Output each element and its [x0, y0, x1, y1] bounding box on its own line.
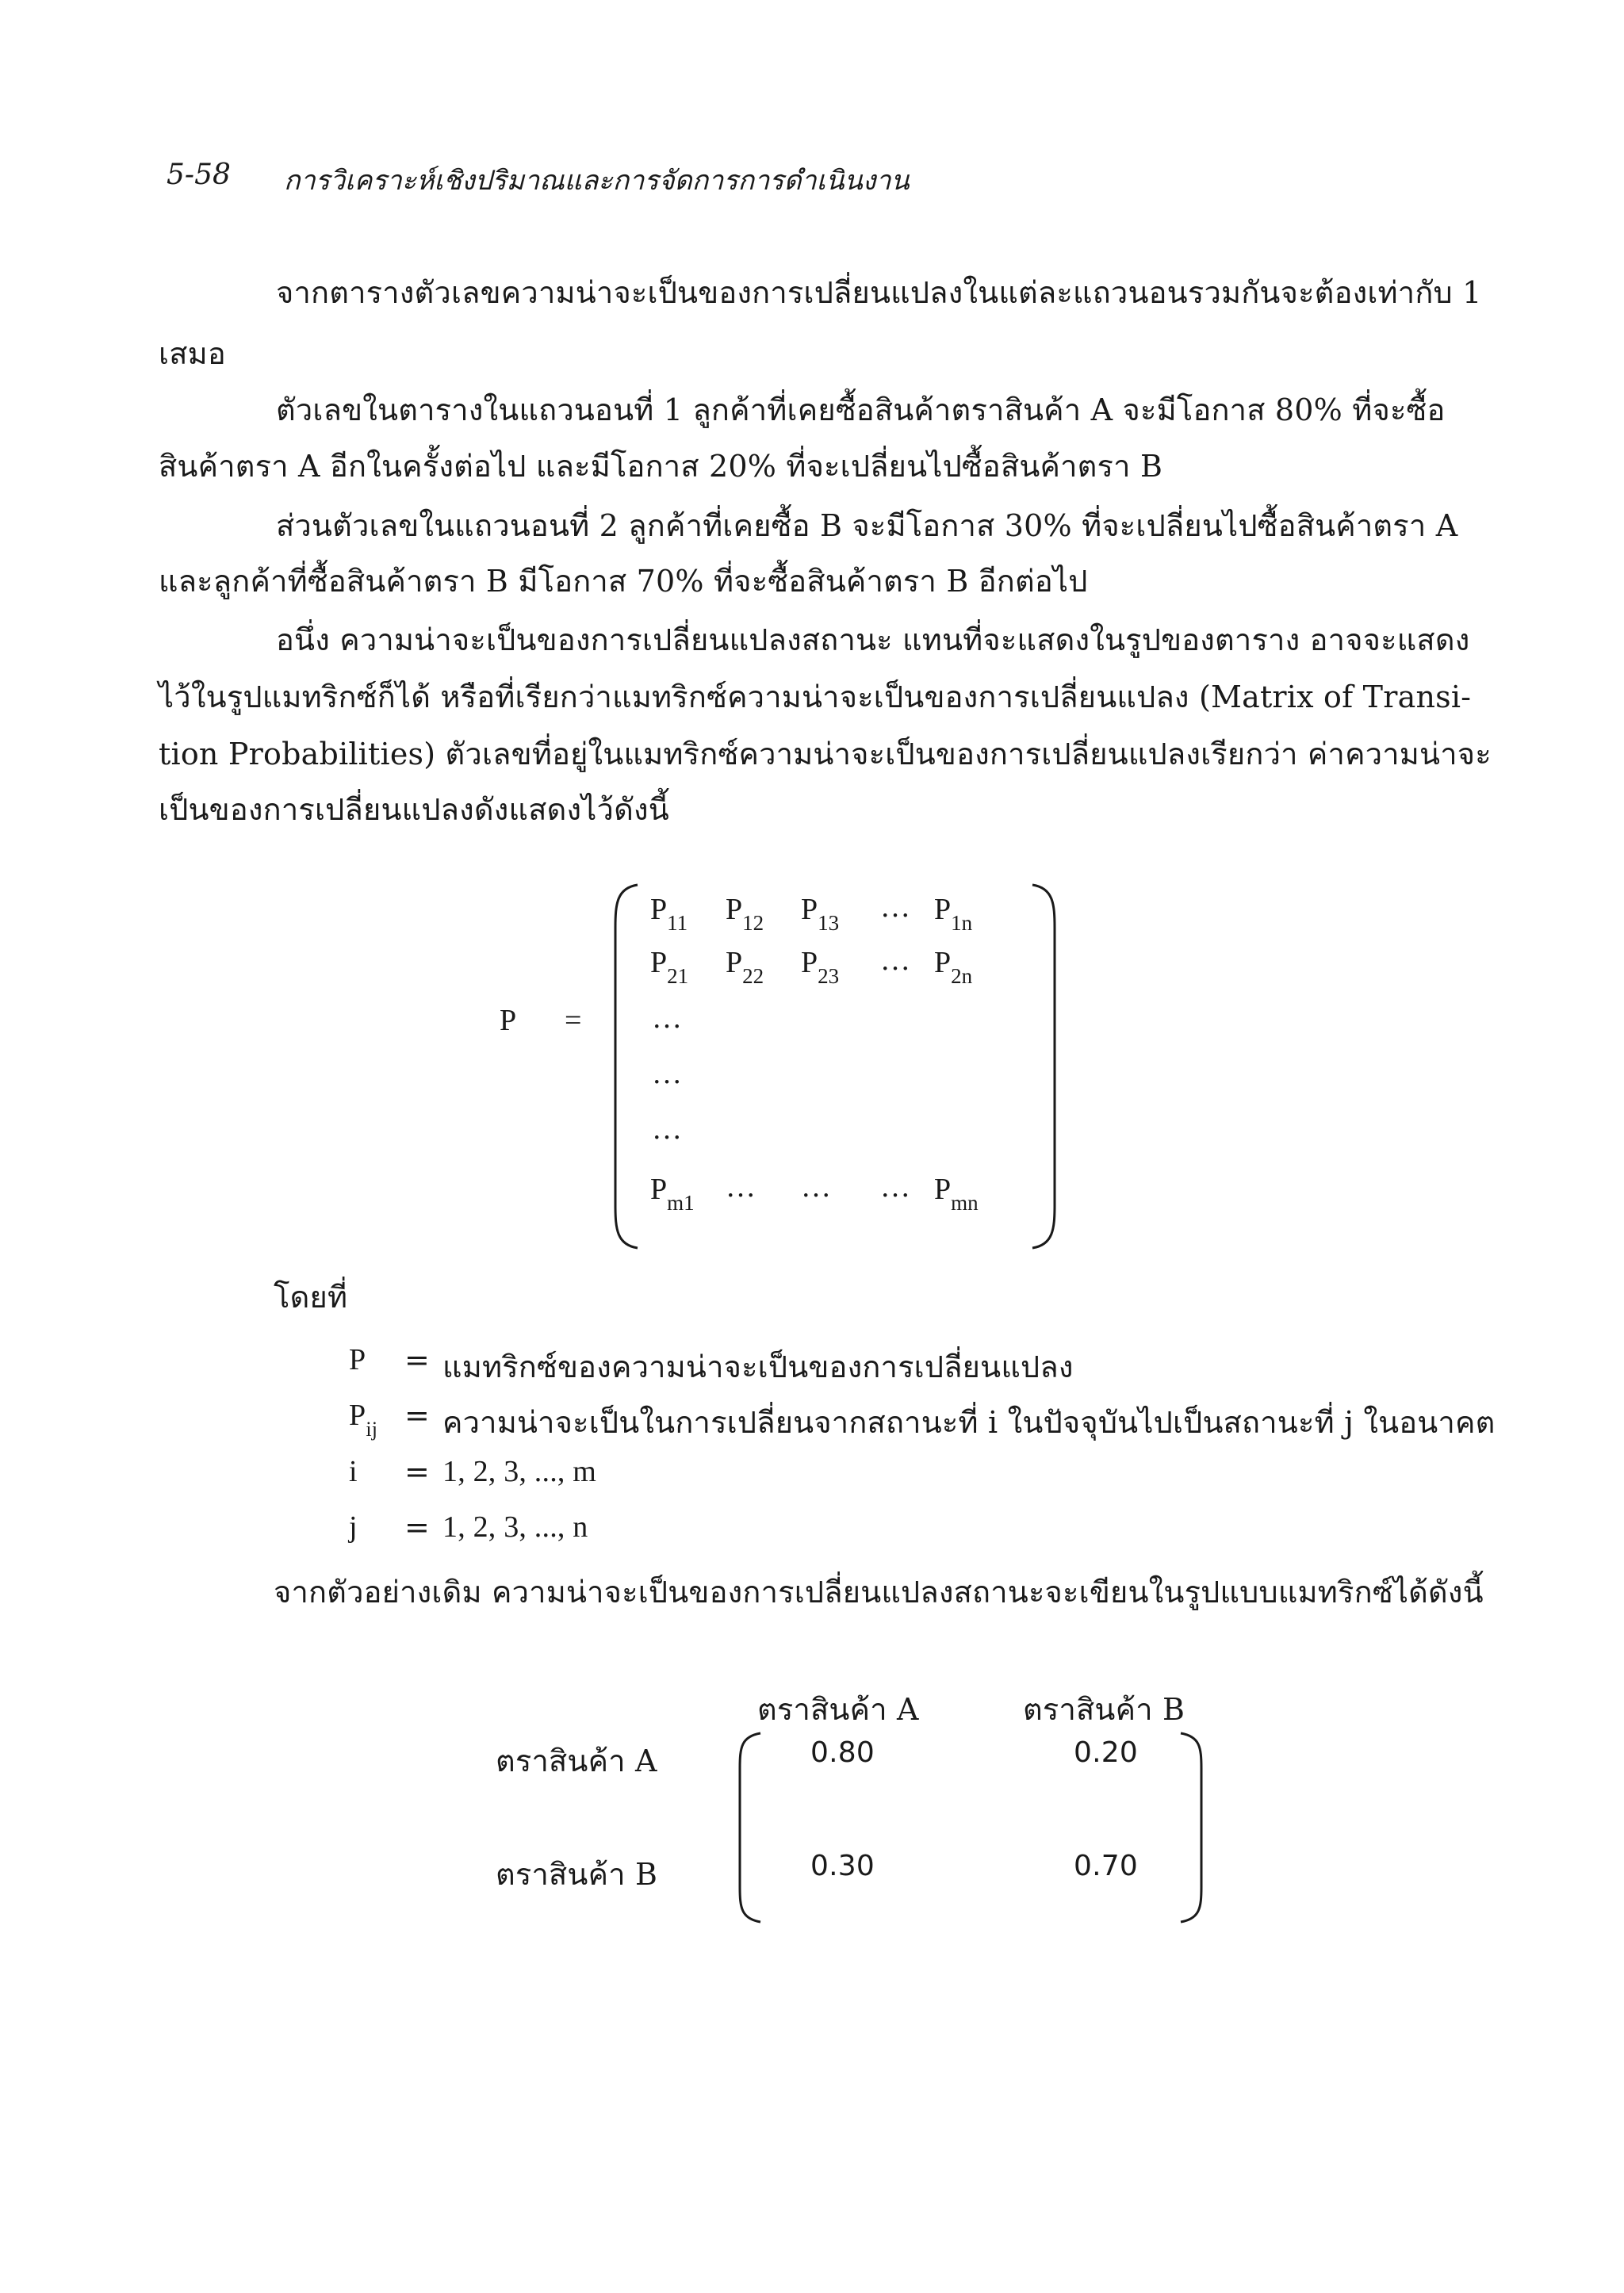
matrix-value: 0.70: [1074, 1850, 1138, 1882]
matrix-ellipsis: …: [652, 1001, 682, 1035]
column-header: ตราสินค้า A: [757, 1692, 919, 1727]
matrix-entry-p1n: $P_{1n}$: [934, 893, 973, 935]
matrix-right-bracket: [1178, 1728, 1209, 1927]
definition-equals: =: [404, 1398, 431, 1433]
matrix-equals-sign: =: [565, 1004, 582, 1037]
matrix-entry-p12: $P_{12}$: [726, 893, 764, 935]
definition-equals: =: [404, 1342, 431, 1377]
paragraph-3-line-1: ส่วนตัวเลขในแถวนอนที่ 2 ลูกค้าที่เคยซื้อ B จะมีโอกาส 30% ที่จะเปลี่ยนไปซื้อสินค้าตรา A: [276, 508, 1458, 543]
matrix-entry-p2n: $P_{2n}$: [934, 946, 973, 988]
paragraph-4-line-4: เป็นของการเปลี่ยนแปลงดังแสดงไว้ดังนี้: [159, 792, 669, 827]
page-number: 5-58: [167, 159, 231, 191]
matrix-entry-pmn: $P_{mn}$: [934, 1173, 979, 1215]
matrix-entry-pm1: $P_{m1}$: [650, 1173, 695, 1215]
matrix-entry-p21: $P_{21}$: [650, 946, 689, 988]
definitions-intro: โดยที่: [274, 1280, 348, 1315]
closing-sentence: จากตัวอย่างเดิม ความน่าจะเป็นของการเปลี่ยนแปลงสถานะจะเขียนในรูปแบบแมทริกซ์ได้ดังนี้: [274, 1575, 1484, 1610]
row-header: ตราสินค้า B: [496, 1857, 658, 1892]
matrix-lhs-symbol: P: [500, 1004, 517, 1037]
definition-symbol: $P_{ij}$: [349, 1399, 378, 1441]
definition-equals: =: [404, 1510, 431, 1545]
matrix-ellipsis: …: [801, 1170, 831, 1204]
matrix-value: 0.20: [1074, 1736, 1138, 1769]
paragraph-2-line-1: ตัวเลขในตารางในแถวนอนที่ 1 ลูกค้าที่เคยซื้อสินค้าตราสินค้า A จะมีโอกาส 80% ที่จะซื้อ: [276, 392, 1446, 427]
definition-symbol: i: [349, 1455, 358, 1488]
page-header-title: การวิเคราะห์เชิงปริมาณและการจัดการการดำเนินงาน: [284, 165, 910, 197]
matrix-entry-p22: $P_{22}$: [726, 946, 764, 988]
row-header: ตราสินค้า A: [496, 1744, 657, 1778]
matrix-value: 0.30: [810, 1850, 875, 1882]
paragraph-4-line-3: tion Probabilities) ตัวเลขที่อยู่ในแมทริกซ์ความน่าจะเป็นของการเปลี่ยนแปลงเรียกว่า ค่าความน่าจะ: [159, 737, 1492, 771]
paragraph-4-line-1: อนึ่ง ความน่าจะเป็นของการเปลี่ยนแปลงสถานะ แทนที่จะแสดงในรูปของตาราง อาจจะแสดง: [276, 622, 1470, 657]
matrix-left-bracket: [609, 880, 641, 1253]
matrix-entry-p11: $P_{11}$: [650, 893, 688, 935]
paragraph-2-line-2: สินค้าตรา A อีกในครั้งต่อไป และมีโอกาส 20% ที่จะเปลี่ยนไปซื้อสินค้าตรา B: [159, 449, 1163, 484]
paragraph-3-line-2: และลูกค้าที่ซื้อสินค้าตรา B มีโอกาส 70% ที่จะซื้อสินค้าตรา B อีกต่อไป: [159, 564, 1088, 599]
matrix-ellipsis: …: [880, 1170, 910, 1204]
matrix-value: 0.80: [810, 1736, 875, 1769]
matrix-right-bracket: [1029, 880, 1061, 1253]
definition-text: แมทริกซ์ของความน่าจะเป็นของการเปลี่ยนแปลง: [442, 1349, 1074, 1384]
column-header: ตราสินค้า B: [1023, 1692, 1185, 1727]
definition-text: 1, 2, 3, ..., n: [442, 1510, 588, 1544]
matrix-entry-p13: $P_{13}$: [801, 893, 840, 935]
matrix-ellipsis: …: [652, 1057, 682, 1090]
paragraph-4-line-2: ไว้ในรูปแมทริกซ์ก็ได้ หรือที่เรียกว่าแมทริกซ์ความน่าจะเป็นของการเปลี่ยนแปลง (Matrix of Transi-: [159, 679, 1472, 714]
paragraph-1-line-2: เสมอ: [159, 336, 226, 371]
matrix-entry-p23: $P_{23}$: [801, 946, 840, 988]
matrix-ellipsis: …: [880, 944, 910, 977]
definition-text: 1, 2, 3, ..., m: [442, 1455, 597, 1488]
paragraph-1-line-1: จากตารางตัวเลขความน่าจะเป็นของการเปลี่ยนแปลงในแต่ละแถวนอนรวมกันจะต้องเท่ากับ 1: [276, 275, 1482, 310]
definition-text: ความน่าจะเป็นในการเปลี่ยนจากสถานะที่ i ในปัจจุบันไปเป็นสถานะที่ j ในอนาคต: [442, 1405, 1496, 1440]
definition-symbol: j: [349, 1510, 358, 1544]
definition-symbol: P: [349, 1343, 366, 1376]
matrix-ellipsis: …: [726, 1170, 756, 1204]
definition-equals: =: [404, 1454, 431, 1489]
matrix-left-bracket: [732, 1728, 764, 1927]
matrix-ellipsis: …: [880, 890, 910, 924]
matrix-ellipsis: …: [652, 1112, 682, 1146]
